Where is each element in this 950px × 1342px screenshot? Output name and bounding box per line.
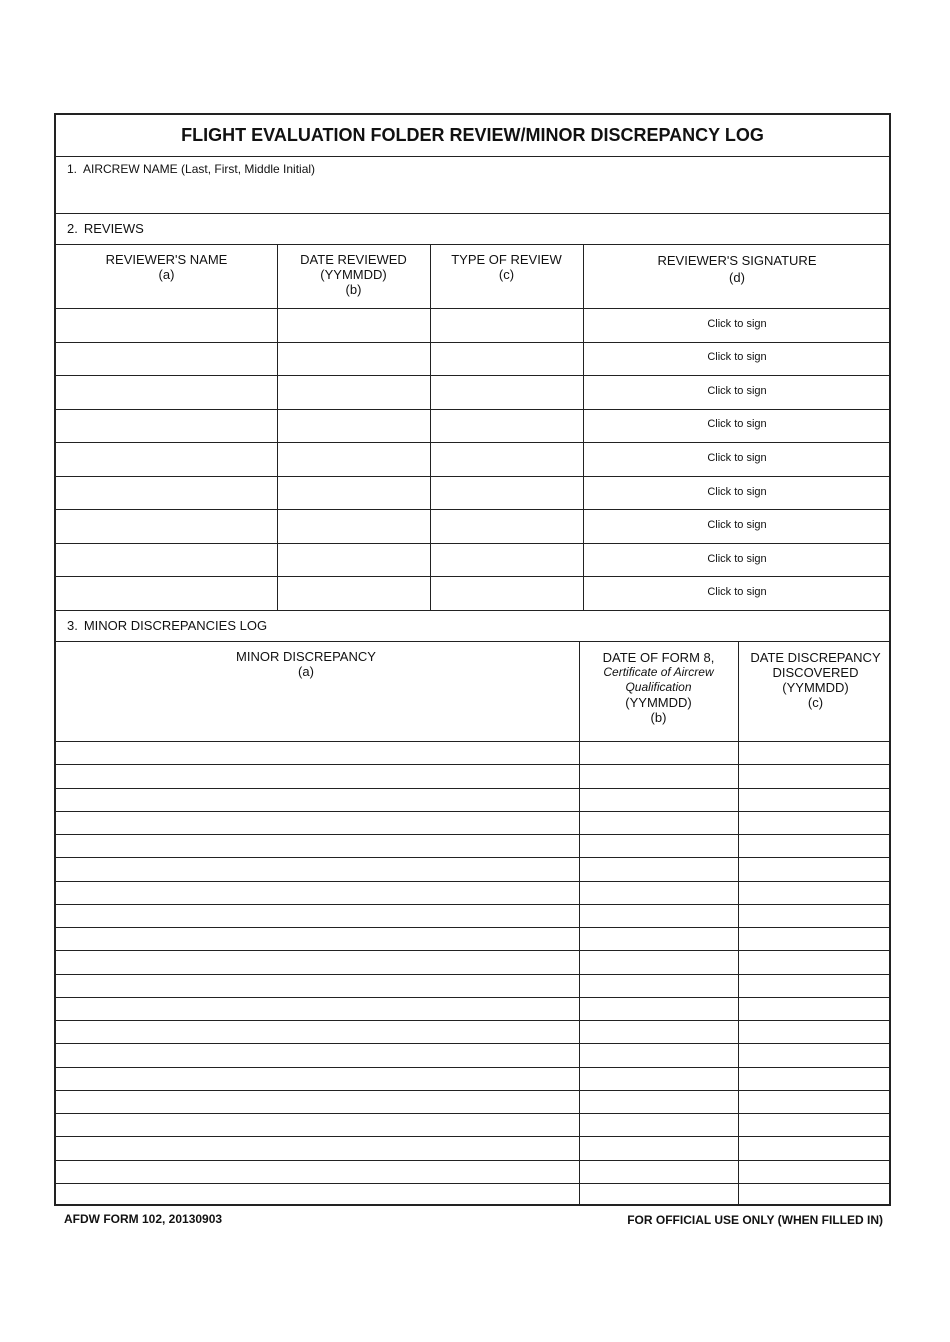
discrepancy-row-divider	[56, 1183, 889, 1184]
review-row-divider	[56, 476, 889, 477]
discrepancy-row-divider	[56, 788, 889, 789]
signature-button[interactable]: Click to sign	[707, 418, 767, 430]
discrepancy-row-divider	[56, 1043, 889, 1044]
form-container	[54, 113, 891, 1206]
discrepancy-row-divider	[56, 834, 889, 835]
reviews-col-divider	[277, 245, 278, 610]
discrepancy-row-divider	[56, 857, 889, 858]
official-use-notice: FOR OFFICIAL USE ONLY (WHEN FILLED IN)	[627, 1213, 883, 1227]
review-row-divider	[56, 342, 889, 343]
form-identifier: AFDW FORM 102, 20130903	[64, 1212, 223, 1226]
signature-button[interactable]: Click to sign	[707, 553, 767, 565]
aircrew-name-field[interactable]	[56, 157, 889, 214]
signature-button[interactable]: Click to sign	[707, 452, 767, 464]
reviewer-name-header: REVIEWER'S NAME (a)	[105, 252, 228, 282]
discrepancy-row-divider	[56, 1067, 889, 1068]
discrepancy-row-divider	[56, 997, 889, 998]
review-row-divider	[56, 409, 889, 410]
reviews-col-divider	[583, 245, 584, 610]
review-row-divider	[56, 375, 889, 376]
reviews-section-header	[56, 214, 889, 245]
signature-button[interactable]: Click to sign	[707, 519, 767, 531]
review-row-divider	[56, 442, 889, 443]
discrepancy-row-divider	[56, 1090, 889, 1091]
discrepancies-label: 3. MINOR DISCREPANCIES LOG	[67, 618, 268, 633]
discrepancy-row-divider	[56, 974, 889, 975]
discrepancy-row-divider	[56, 904, 889, 905]
discrepancy-row-divider	[56, 764, 889, 765]
discrepancy-row-divider	[56, 1136, 889, 1137]
reviewer-signature-header: REVIEWER'S SIGNATURE (d)	[657, 253, 817, 285]
type-of-review-header: TYPE OF REVIEW (c)	[451, 252, 562, 282]
review-row-divider	[56, 543, 889, 544]
signature-button[interactable]: Click to sign	[707, 318, 767, 330]
discrepancy-row-divider	[56, 811, 889, 812]
discrepancy-col-divider	[579, 642, 580, 1206]
discrepancy-row-divider	[56, 881, 889, 882]
reviews-col-divider	[430, 245, 431, 610]
signature-button[interactable]: Click to sign	[707, 586, 767, 598]
discrepancy-row-divider	[56, 1020, 889, 1021]
signature-button[interactable]: Click to sign	[707, 351, 767, 363]
date-reviewed-header: DATE REVIEWED (YYMMDD) (b)	[300, 252, 407, 297]
date-discovered-header: DATE DISCREPANCY DISCOVERED (YYMMDD) (c)	[750, 650, 881, 710]
reviews-header-divider	[56, 308, 889, 309]
form-title: FLIGHT EVALUATION FOLDER REVIEW/MINOR DISCREPANCY LOG	[56, 115, 889, 157]
discrepancy-row-divider	[56, 950, 889, 951]
minor-discrepancy-header: MINOR DISCREPANCY (a)	[236, 649, 376, 679]
review-row-divider	[56, 509, 889, 510]
aircrew-name-label: 1. AIRCREW NAME (Last, First, Middle Initial)	[67, 162, 316, 176]
discrepancy-row-divider	[56, 1113, 889, 1114]
reviews-label: 2. REVIEWS	[67, 221, 144, 236]
date-of-form8-header: DATE OF FORM 8, Certificate of Aircrew Qualification (YYMMDD) (b)	[602, 650, 715, 725]
discrepancies-section-header	[56, 610, 889, 642]
discrepancy-header-divider	[56, 741, 889, 742]
discrepancy-col-divider	[738, 642, 739, 1206]
signature-button[interactable]: Click to sign	[707, 385, 767, 397]
review-row-divider	[56, 576, 889, 577]
discrepancy-row-divider	[56, 927, 889, 928]
signature-button[interactable]: Click to sign	[707, 486, 767, 498]
discrepancy-row-divider	[56, 1160, 889, 1161]
